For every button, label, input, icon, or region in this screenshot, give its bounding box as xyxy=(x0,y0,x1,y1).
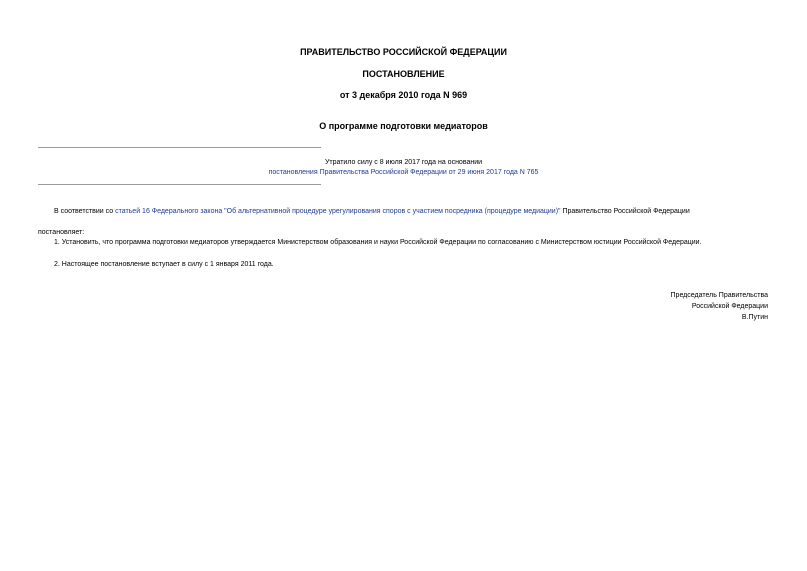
preamble-paragraph xyxy=(38,207,794,217)
document-type: ПОСТАНОВЛЕНИЕ xyxy=(362,69,445,79)
status-divider-top xyxy=(38,147,321,148)
federal-law-article-link[interactable]: статьей 16 Федерального закона "Об альтернативной процедуре урегулирования споров с участием посредника (процедуре медиации)" xyxy=(115,208,561,215)
repeal-decree-link[interactable]: постановления Правительства Российской Федерации от 29 июня 2017 года N 765 xyxy=(268,169,539,176)
decree-word: постановляет: xyxy=(38,229,85,236)
document-title: О программе подготовки медиаторов xyxy=(319,121,488,131)
item-1: 1. Установить, что программа подготовки медиаторов утверждается Министерством образования и науки Российской Федерации по согласованию с Министерством юстиции Российской Федерации. xyxy=(54,239,702,246)
document-date-number: от 3 декабря 2010 года N 969 xyxy=(339,90,468,100)
status-note-link-line xyxy=(0,168,807,178)
item-2: 2. Настоящее постановление вступает в силу с 1 января 2011 года. xyxy=(54,261,274,268)
status-note-text: Утратило силу с 8 июля 2017 года на основании xyxy=(324,159,483,166)
signature-name: В.Путин xyxy=(741,314,768,321)
preamble-suffix: Правительство Российской Федерации xyxy=(560,208,690,215)
status-divider-bottom xyxy=(38,184,321,185)
signature-country: Российской Федерации xyxy=(691,303,768,310)
signature-block xyxy=(671,290,768,323)
signature-position: Председатель Правительства xyxy=(670,292,768,299)
preamble-prefix: В соответствии со xyxy=(54,208,116,215)
issuing-authority: ПРАВИТЕЛЬСТВО РОССИЙСКОЙ ФЕДЕРАЦИИ xyxy=(300,47,507,57)
